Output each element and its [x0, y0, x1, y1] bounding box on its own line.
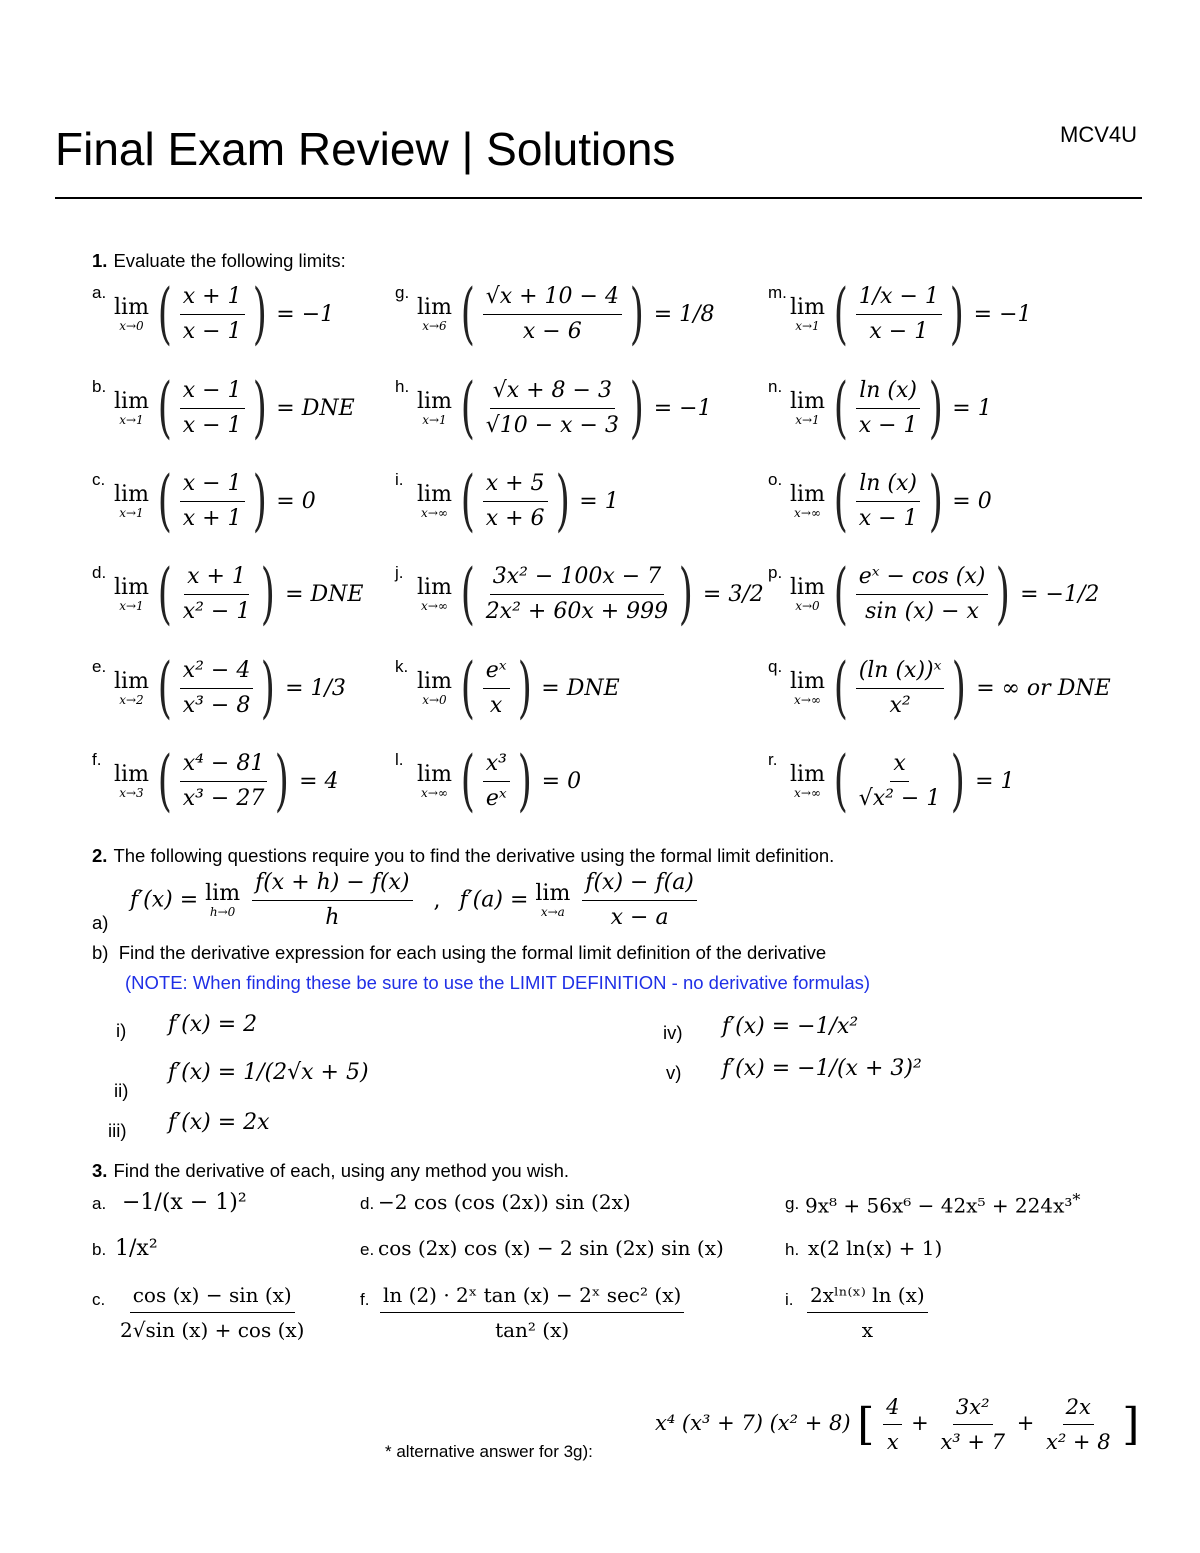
lim-subscript: x→∞ — [421, 505, 448, 520]
q3-item-expr: 9x⁸ + 56x⁶ − 42x⁵ + 224x³ — [805, 1193, 1073, 1218]
q1-limit-expression — [417, 555, 764, 632]
q1-heading — [92, 250, 346, 272]
paren-group: ( $\frac{x + 1}{x - 1}$ ) — [157, 275, 267, 352]
lim-operator: lim x→2 — [114, 668, 149, 707]
limit-fraction — [178, 562, 256, 627]
lim-subscript: x→1 — [119, 505, 144, 520]
q3-item-label: a. — [92, 1194, 107, 1213]
limit-fraction — [178, 656, 256, 721]
q2-item-label: ii) — [114, 1080, 129, 1101]
q1-limit-expression — [114, 462, 316, 539]
limit-fraction — [178, 749, 270, 814]
q1-limit-expression — [417, 742, 582, 819]
def2-num: f(x) − f(a) — [582, 868, 697, 901]
lim-operator: lim x→1 — [114, 388, 149, 427]
q3i-den: x — [861, 1318, 873, 1342]
limit-fraction — [854, 656, 947, 721]
q2-item-label: i) — [116, 1020, 127, 1041]
q3-item-expr: cos (2x) cos (x) − 2 sin (2x) sin (x) — [378, 1236, 724, 1260]
page-title: Final Exam Review | Solutions — [55, 123, 676, 175]
q3g-star: * — [1072, 1190, 1081, 1209]
alt-plus: + — [911, 1411, 929, 1435]
lim-operator: lim x→0 — [417, 668, 452, 707]
limit-fraction — [481, 749, 512, 814]
q3f-num: ln (2) · 2ˣ tan (x) − 2ˣ sec² (x) — [380, 1280, 684, 1313]
q2a-label: a) — [92, 912, 109, 933]
numerator: (ln (x))ˣ — [856, 656, 945, 689]
limit-fraction — [481, 469, 550, 534]
q3-item-expr: 1/x² — [115, 1236, 158, 1261]
limit-answer: = −1 — [276, 301, 335, 327]
limit-answer: = 4 — [299, 768, 339, 794]
def-separator: , — [433, 887, 441, 913]
q2-heading — [92, 845, 834, 867]
q1-number: 1. — [92, 250, 108, 271]
denominator: eˣ — [485, 785, 507, 811]
limit-answer: = 1 — [952, 395, 992, 421]
title-divider — [55, 197, 1142, 199]
lim-subscript: x→∞ — [421, 785, 448, 800]
q1-limit-expression — [417, 462, 619, 539]
q3-number: 3. — [92, 1160, 108, 1181]
def1-lim: lim h→0 — [205, 881, 241, 919]
numerator: eˣ — [483, 656, 510, 689]
denominator: x² — [889, 692, 911, 718]
lim-subscript: x→∞ — [794, 785, 821, 800]
limit-fraction — [854, 469, 923, 534]
q3-item-label: d. — [360, 1194, 375, 1213]
limit-fraction — [178, 376, 247, 441]
q2-item-expr: f′(x) = 2 — [168, 1012, 258, 1037]
q1-limit-expression — [790, 649, 1111, 726]
lim-subscript: x→1 — [795, 318, 820, 333]
numerator: √x + 10 − 4 — [483, 282, 622, 315]
limit-fraction — [481, 376, 624, 441]
limit-fraction — [854, 376, 923, 441]
alt-t3-den: x² + 8 — [1046, 1430, 1111, 1454]
alt-t1-num: 4 — [883, 1392, 902, 1425]
q1-limit-expression — [114, 649, 346, 726]
def1-num: f(x + h) − f(x) — [252, 868, 412, 901]
limit-fraction — [178, 469, 247, 534]
lim-operator: lim x→1 — [114, 574, 149, 613]
limit-answer: = −1 — [653, 395, 712, 421]
lim-operator: lim x→3 — [114, 761, 149, 800]
q2b-text: Find the derivative expression for each using the formal limit definition of the derivative — [118, 942, 827, 963]
lim-operator: lim x→∞ — [417, 481, 452, 520]
limit-answer: = ∞ or DNE — [976, 675, 1111, 701]
q3-item-label: e. — [360, 1240, 375, 1259]
q2-prompt: The following questions require you to find the derivative using the formal limit definition. — [113, 845, 835, 866]
q1-limit-expression — [417, 275, 715, 352]
q1-item-label: o. — [768, 470, 783, 489]
q2-number: 2. — [92, 845, 108, 866]
paren-group: ( $\frac{\ln (x)}{x - 1}$ ) — [833, 462, 943, 539]
lim-subscript: x→∞ — [421, 598, 448, 613]
q1-item-label: j. — [395, 563, 404, 582]
alt-answer-expr: x⁴ (x³ + 7) (x² + 8) [ $\frac{4}{x}$ + $\frac{\text{3x²}}{\text{x³ + 7}}$ + $\frac{2x}{\text{x² + 8}}$ ] — [655, 1392, 1139, 1457]
limit-fraction — [854, 562, 991, 627]
lim-operator: lim x→6 — [417, 294, 452, 333]
lim-subscript: x→3 — [119, 785, 144, 800]
q2-item-expr: f′(x) = −1/x² — [722, 1014, 859, 1039]
denominator: x − 1 — [869, 318, 929, 344]
q3f-fraction — [378, 1280, 686, 1345]
limit-answer: = −1 — [973, 301, 1032, 327]
q2-note: (NOTE: When finding these be sure to use the LIMIT DEFINITION - no derivative formulas) — [125, 972, 871, 993]
numerator: 3x² − 100x − 7 — [490, 562, 664, 595]
alt-plus: + — [1016, 1411, 1035, 1435]
q3i-fraction — [805, 1280, 930, 1345]
q1-limit-expression — [417, 369, 712, 446]
numerator: x³ — [483, 749, 510, 782]
q1-item-label: m. — [768, 283, 787, 302]
limit-answer: = DNE — [276, 395, 355, 421]
limit-fraction — [481, 562, 673, 627]
limit-answer: = 0 — [276, 488, 316, 514]
numerator: x + 1 — [184, 562, 249, 595]
denominator: √10 − x − 3 — [485, 412, 619, 438]
lim-operator: lim x→∞ — [417, 761, 452, 800]
paren-group: ( $\frac{\text{eˣ}}{x}$ ) — [460, 649, 532, 726]
paren-group: ( $\frac{x - 1}{x - 1}$ ) — [157, 369, 267, 446]
q1-limit-expression — [114, 275, 335, 352]
lim-operator: lim x→0 — [790, 574, 825, 613]
denominator: x — [489, 692, 503, 718]
paren-group: ( $\frac{x + 1}{\text{x² − 1}}$ ) — [157, 555, 276, 632]
numerator: √x + 8 − 3 — [490, 376, 615, 409]
numerator: x⁴ − 81 — [180, 749, 268, 782]
q1-limit-expression — [417, 649, 620, 726]
alt-t2-num: 3x² — [953, 1392, 993, 1425]
denominator: x − 6 — [522, 318, 582, 344]
paren-group: ( $\frac{\text{x⁴ − 81}}{\text{x³ − 27}}$ ) — [157, 742, 290, 819]
limit-fraction — [854, 749, 946, 814]
q3i-num: 2xˡⁿ⁽ˣ⁾ ln (x) — [807, 1280, 928, 1313]
q2-item-label: iii) — [108, 1120, 127, 1141]
lim-subscript: x→1 — [119, 412, 144, 427]
q2-item-expr: f′(x) = 2x — [168, 1110, 270, 1135]
lim-subscript: x→0 — [422, 692, 447, 707]
denominator: x + 6 — [485, 505, 545, 531]
def2-den: x − a — [610, 905, 669, 930]
q3-item-label: f. — [360, 1290, 370, 1309]
q3-item-label: i. — [785, 1290, 794, 1309]
denominator: √x² − 1 — [858, 785, 941, 811]
denominator: x − 1 — [858, 505, 918, 531]
lim-subscript: x→0 — [119, 318, 144, 333]
q1-item-label: h. — [395, 377, 410, 396]
q3f-den: tan² (x) — [495, 1318, 570, 1342]
q2-item-label: v) — [666, 1062, 682, 1083]
lim-operator: lim x→1 — [114, 481, 149, 520]
q3c-fraction — [115, 1280, 309, 1345]
paren-group: ( $\frac{\text{eˣ − cos (x)}}{\sin (x) - x}$ ) — [833, 555, 1011, 632]
limit-fraction — [481, 282, 624, 347]
lim-operator: lim x→∞ — [790, 668, 825, 707]
lim-subscript: x→1 — [422, 412, 447, 427]
numerator: x + 1 — [180, 282, 245, 315]
lim-operator: lim x→∞ — [790, 481, 825, 520]
lim-subscript: x→1 — [119, 598, 144, 613]
numerator: ln (x) — [856, 469, 920, 502]
denominator: 2x² + 60x + 999 — [485, 598, 669, 624]
paren-group: ( $\frac{\text{3x² − 100x − 7}}{\text{2x² + 60x + 999}}$ ) — [460, 555, 694, 632]
numerator: x + 5 — [483, 469, 548, 502]
limit-answer: = 1/8 — [653, 301, 715, 327]
numerator: eˣ − cos (x) — [856, 562, 989, 595]
q2-item-expr: f′(x) = 1/(2√x + 5) — [168, 1060, 369, 1085]
numerator: ln (x) — [856, 376, 920, 409]
q1-limit-expression — [790, 275, 1032, 352]
paren-group: ( $\frac{x}{\text{√x² − 1}}$ ) — [833, 742, 966, 819]
q3-heading — [92, 1160, 569, 1182]
limit-answer: = −1/2 — [1020, 581, 1100, 607]
paren-group: ( $\frac{x + 5}{x + 6}$ ) — [460, 462, 570, 539]
def1-den: h — [325, 905, 340, 930]
numerator: x² − 4 — [180, 656, 254, 689]
q1-limit-expression — [114, 369, 355, 446]
q1-item-label: d. — [92, 563, 107, 582]
limit-answer: = 1/3 — [285, 675, 346, 701]
lim-operator: lim x→1 — [417, 388, 452, 427]
limit-fraction — [178, 282, 247, 347]
lim-subscript: x→6 — [422, 318, 447, 333]
q1-item-label: f. — [92, 750, 102, 769]
numerator: 1/x − 1 — [856, 282, 942, 315]
q2-item-expr: f′(x) = −1/(x + 3)² — [722, 1056, 922, 1081]
limit-answer: = 3/2 — [702, 581, 764, 607]
course-code: MCV4U — [1060, 122, 1138, 147]
paren-group: ( $\frac{√x + 10 - 4}{x - 6}$ ) — [460, 275, 644, 352]
def1-sub: h→0 — [209, 905, 236, 919]
q1-limit-expression — [790, 742, 1015, 819]
def2-lhs: f′(a) = — [459, 887, 529, 913]
q3c-den: 2√sin (x) + cos (x) — [120, 1318, 305, 1342]
q1-item-label: p. — [768, 563, 783, 582]
q1-limit-expression — [790, 369, 992, 446]
q3-item-label: h. — [785, 1240, 800, 1259]
q1-item-label: c. — [92, 470, 106, 489]
alt-answer-label: * alternative answer for 3g): — [385, 1442, 593, 1461]
q3-item-label: b. — [92, 1240, 107, 1259]
lim-operator: lim x→1 — [790, 388, 825, 427]
denominator: x − 1 — [182, 318, 242, 344]
numerator: x — [890, 749, 908, 782]
q3-item-label: c. — [92, 1290, 106, 1309]
limit-fraction — [854, 282, 944, 347]
def2-lim: lim x→a — [535, 881, 571, 919]
q1-prompt: Evaluate the following limits: — [113, 250, 346, 271]
q1-limit-expression — [114, 742, 339, 819]
q1-limit-expression — [790, 555, 1100, 632]
limit-answer: = DNE — [541, 675, 620, 701]
limit-answer: = 1 — [579, 488, 619, 514]
q2b-line — [92, 942, 826, 964]
limit-answer: = DNE — [285, 581, 364, 607]
q3-item-expr: x(2 ln(x) + 1) — [808, 1236, 943, 1260]
limit-answer: = 0 — [952, 488, 992, 514]
paren-group: ( $\frac{\text{(ln (x))ˣ}}{\text{x²}}$ ) — [833, 649, 967, 726]
q1-item-label: q. — [768, 657, 783, 676]
alt-lead: x⁴ (x³ + 7) (x² + 8) — [655, 1411, 851, 1435]
q3-item-expr: −1/(x − 1)² — [122, 1190, 247, 1215]
q3-item-expr: −2 cos (cos (2x)) sin (2x) — [378, 1190, 631, 1214]
lim-subscript: x→1 — [795, 412, 820, 427]
denominator: x − 1 — [858, 412, 918, 438]
lim-subscript: x→0 — [795, 598, 820, 613]
lim-operator: lim x→0 — [114, 294, 149, 333]
paren-group: ( $\frac{\ln (x)}{x - 1}$ ) — [833, 369, 943, 446]
paren-group: ( $\frac{\text{x² − 4}}{\text{x³ − 8}}$ ) — [157, 649, 276, 726]
def2-sub: x→a — [540, 905, 565, 919]
paren-group: ( $\frac{1/x - 1}{x - 1}$ ) — [833, 275, 964, 352]
q1-item-label: b. — [92, 377, 107, 396]
q1-item-label: g. — [395, 283, 410, 302]
q1-item-label: l. — [395, 750, 404, 769]
paren-group: ( $\frac{\text{x³}}{\text{eˣ}}$ ) — [460, 742, 532, 819]
denominator: x − 1 — [182, 412, 242, 438]
denominator: x³ − 27 — [182, 785, 265, 811]
lim-subscript: x→2 — [119, 692, 144, 707]
q1-item-label: i. — [395, 470, 404, 489]
paren-group: ( $\frac{√x + 8 - 3}{√10 - x - 3}$ ) — [460, 369, 644, 446]
denominator: sin (x) − x — [865, 598, 979, 624]
numerator: x − 1 — [180, 469, 245, 502]
def1-lhs: f′(x) = — [130, 887, 199, 913]
q2-item-label: iv) — [663, 1022, 683, 1043]
def1-fraction — [250, 868, 414, 933]
lim-operator: lim x→∞ — [790, 761, 825, 800]
q2b-label: b) — [92, 942, 109, 963]
q3-prompt: Find the derivative of each, using any method you wish. — [113, 1160, 569, 1181]
paren-group: ( $\frac{x - 1}{x + 1}$ ) — [157, 462, 267, 539]
q1-item-label: e. — [92, 657, 107, 676]
lim-operator: lim x→∞ — [417, 574, 452, 613]
q3-item-label: g. — [785, 1194, 800, 1213]
alt-t1-den: x — [886, 1430, 899, 1454]
numerator: x − 1 — [180, 376, 245, 409]
q1-item-label: r. — [768, 750, 778, 769]
q1-item-label: a. — [92, 283, 107, 302]
alt-t3-num: 2x — [1063, 1392, 1094, 1425]
q1-item-label: n. — [768, 377, 783, 396]
q1-limit-expression — [114, 555, 364, 632]
limit-answer: = 0 — [541, 768, 582, 794]
q3c-num: cos (x) − sin (x) — [130, 1280, 295, 1313]
lim-operator: lim x→1 — [790, 294, 825, 333]
denominator: x³ − 8 — [182, 692, 251, 718]
q1-item-label: k. — [395, 657, 409, 676]
denominator: x + 1 — [182, 505, 242, 531]
q3g-expr-wrap — [805, 1190, 1080, 1218]
alt-t2-den: x³ + 7 — [940, 1430, 1006, 1454]
q1-limit-expression — [790, 462, 992, 539]
lim-subscript: x→∞ — [794, 692, 821, 707]
denominator: x² − 1 — [182, 598, 251, 624]
limit-fraction — [481, 656, 512, 721]
limit-definitions — [130, 868, 699, 933]
limit-answer: = 1 — [975, 768, 1015, 794]
lim-subscript: x→∞ — [794, 505, 821, 520]
def2-fraction — [580, 868, 699, 933]
